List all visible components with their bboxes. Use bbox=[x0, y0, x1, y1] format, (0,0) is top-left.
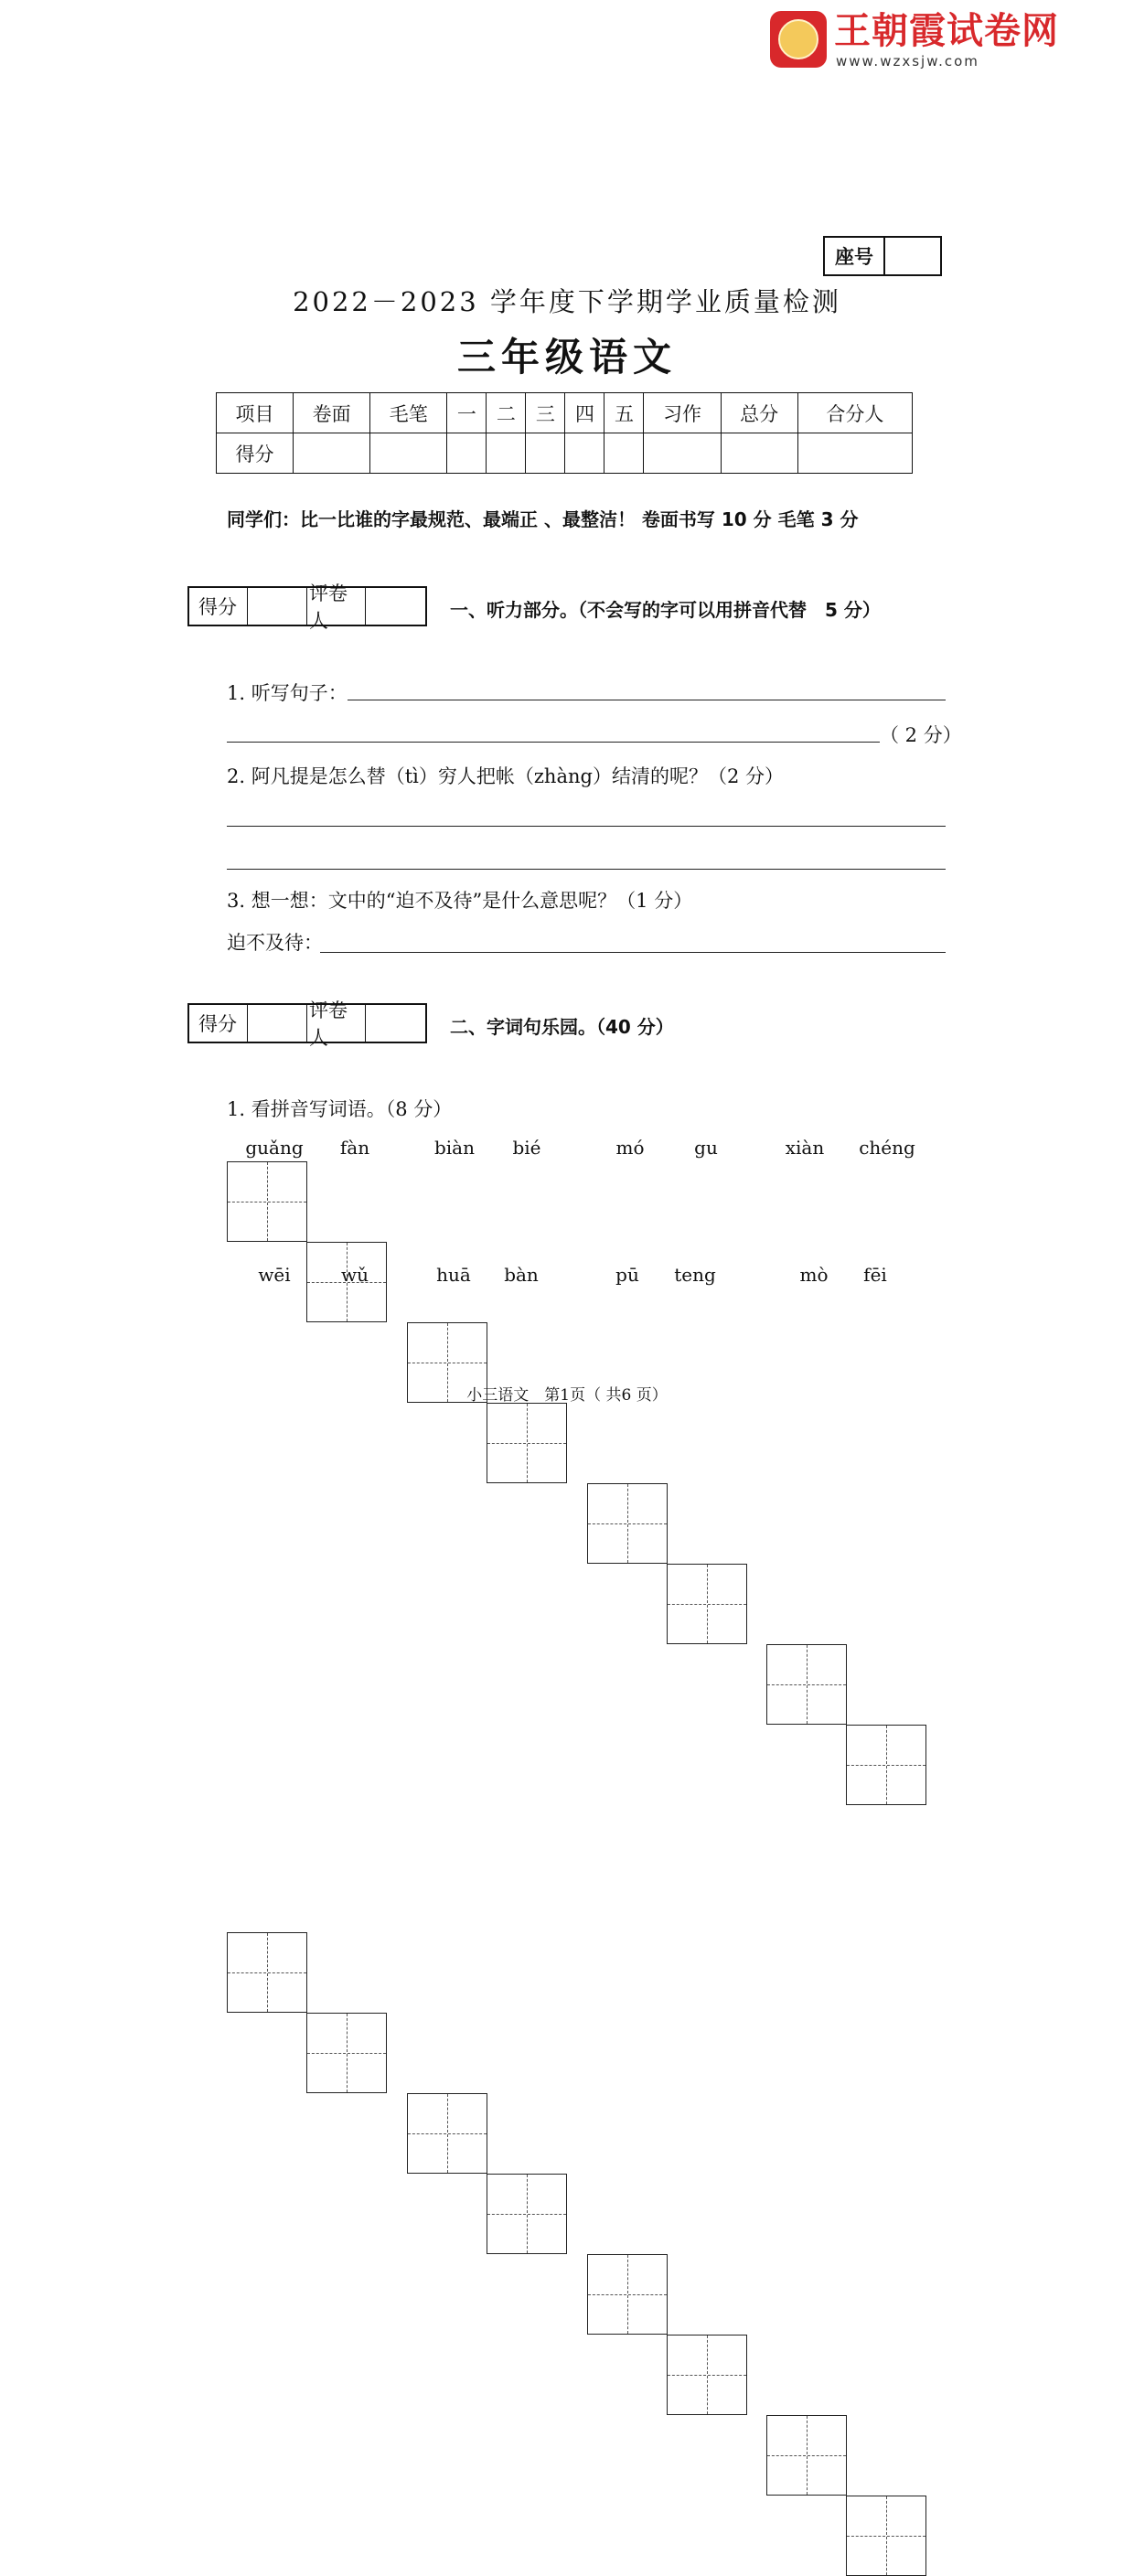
grader-score-field[interactable] bbox=[248, 588, 307, 625]
score-cell[interactable] bbox=[487, 433, 526, 474]
grader-score-field[interactable] bbox=[248, 1005, 307, 1042]
writing-grid-cell[interactable] bbox=[407, 2093, 487, 2174]
s1-q1-answer-line[interactable] bbox=[227, 742, 880, 743]
pinyin-label: gu bbox=[694, 1137, 718, 1159]
score-col-3: 三 bbox=[526, 393, 565, 433]
writing-grid-cell[interactable] bbox=[587, 2254, 668, 2335]
pinyin-label: xiàn bbox=[785, 1137, 825, 1159]
pinyin-label: biàn bbox=[433, 1137, 475, 1159]
grader-reviewer-field[interactable] bbox=[366, 588, 425, 625]
score-col-composition: 习作 bbox=[644, 393, 721, 433]
writing-grid-cell[interactable] bbox=[306, 2013, 387, 2093]
seat-number-field[interactable] bbox=[885, 238, 940, 274]
pinyin-label: teng bbox=[674, 1264, 716, 1286]
pinyin-label: pū bbox=[615, 1264, 639, 1286]
score-cell[interactable] bbox=[526, 433, 565, 474]
score-cell[interactable] bbox=[370, 433, 447, 474]
pinyin-label: fàn bbox=[339, 1137, 370, 1159]
score-cell[interactable] bbox=[721, 433, 797, 474]
s1-q1-points: （ 2 分） bbox=[880, 724, 962, 746]
writing-grid-cell[interactable] bbox=[227, 1161, 307, 1242]
score-col-checker: 合分人 bbox=[797, 393, 912, 433]
writing-grid-cell[interactable] bbox=[846, 2496, 926, 2576]
grader-score-label: 得分 bbox=[189, 1005, 248, 1042]
score-table bbox=[216, 392, 913, 474]
s1-q2-answer-line[interactable] bbox=[227, 826, 946, 827]
pinyin-label: chéng bbox=[859, 1137, 915, 1159]
score-cell[interactable] bbox=[565, 433, 604, 474]
exam-title: 三年级语文 bbox=[456, 335, 677, 379]
writing-grid-cell[interactable] bbox=[766, 2415, 847, 2496]
score-table-score-row bbox=[217, 433, 913, 474]
score-col-item: 项目 bbox=[217, 393, 294, 433]
pinyin-label: fēi bbox=[863, 1264, 887, 1286]
pinyin-label: mò bbox=[799, 1264, 829, 1286]
score-col-2: 二 bbox=[487, 393, 526, 433]
grader-reviewer-field[interactable] bbox=[366, 1005, 425, 1042]
section1-grader-box bbox=[187, 583, 427, 632]
score-col-total: 总分 bbox=[721, 393, 797, 433]
intro-note: 同学们：比一比谁的字最规范、最端正 、最整洁！ 卷面书写 10 分 毛笔 3 分 bbox=[227, 508, 859, 530]
score-col-1: 一 bbox=[447, 393, 487, 433]
writing-grid-cell[interactable] bbox=[487, 2174, 567, 2254]
pinyin-label: bié bbox=[512, 1137, 541, 1159]
score-cell[interactable] bbox=[644, 433, 721, 474]
writing-grid-cell[interactable] bbox=[487, 1403, 567, 1483]
section2-title: 二、字词句乐园。（40 分） bbox=[450, 1016, 674, 1038]
score-col-4: 四 bbox=[565, 393, 604, 433]
page-footer: 小三语文 第1页（ 共6 页） bbox=[466, 1386, 668, 1405]
writing-grid-cell[interactable] bbox=[667, 2335, 747, 2415]
writing-grid-cell[interactable] bbox=[846, 1725, 926, 1805]
s2-question-1: 1. 看拼音写词语。（8 分） bbox=[227, 1098, 453, 1120]
grader-score-label: 得分 bbox=[189, 588, 248, 625]
exam-subtitle: 2022－2023 学年度下学期学业质量检测 bbox=[293, 286, 841, 317]
score-table-header-row bbox=[217, 393, 913, 433]
writing-grid-cell[interactable] bbox=[587, 1483, 668, 1564]
s1-q3-prompt: 迫不及待： bbox=[227, 932, 323, 954]
section1-title: 一、听力部分。（不会写的字可以用拼音代替 5 分） bbox=[450, 599, 881, 621]
score-col-neatness: 卷面 bbox=[294, 393, 370, 433]
score-col-brush: 毛笔 bbox=[370, 393, 447, 433]
score-row-label: 得分 bbox=[217, 433, 294, 474]
score-col-5: 五 bbox=[604, 393, 644, 433]
writing-grid-cell[interactable] bbox=[766, 1644, 847, 1725]
logo-title: 王朝霞试卷网 bbox=[834, 10, 1059, 52]
s1-question-1: 1. 听写句子： bbox=[227, 682, 348, 704]
s1-q3-answer-line[interactable] bbox=[320, 952, 946, 953]
score-cell[interactable] bbox=[604, 433, 644, 474]
logo-url: www.wzxsjw.com bbox=[836, 53, 979, 69]
seat-number-label: 座号 bbox=[825, 238, 885, 274]
seat-number-box bbox=[823, 236, 942, 276]
pinyin-label: wēi bbox=[258, 1264, 291, 1286]
score-cell[interactable] bbox=[447, 433, 487, 474]
writing-grid-cell[interactable] bbox=[227, 1932, 307, 2013]
logo-badge-icon bbox=[770, 11, 827, 68]
s1-question-3: 3. 想一想：文中的“迫不及待”是什么意思呢？（1 分） bbox=[227, 890, 693, 912]
watermark-logo bbox=[770, 9, 1061, 69]
pinyin-label: mó bbox=[615, 1137, 645, 1159]
pinyin-label: bàn bbox=[504, 1264, 539, 1286]
section2-grader-box bbox=[187, 999, 427, 1049]
writing-grid-cell[interactable] bbox=[667, 1564, 747, 1644]
pinyin-label: huā bbox=[436, 1264, 471, 1286]
s1-question-2: 2. 阿凡提是怎么替（tì）穷人把帐（zhàng）结清的呢？（2 分） bbox=[227, 765, 784, 787]
pinyin-label: wǔ bbox=[341, 1264, 369, 1286]
grader-reviewer-label: 评卷人 bbox=[307, 1005, 366, 1042]
pinyin-label: guǎng bbox=[245, 1137, 304, 1159]
score-cell[interactable] bbox=[797, 433, 912, 474]
s1-q2-answer-line[interactable] bbox=[227, 869, 946, 870]
grader-reviewer-label: 评卷人 bbox=[307, 588, 366, 625]
score-cell[interactable] bbox=[294, 433, 370, 474]
